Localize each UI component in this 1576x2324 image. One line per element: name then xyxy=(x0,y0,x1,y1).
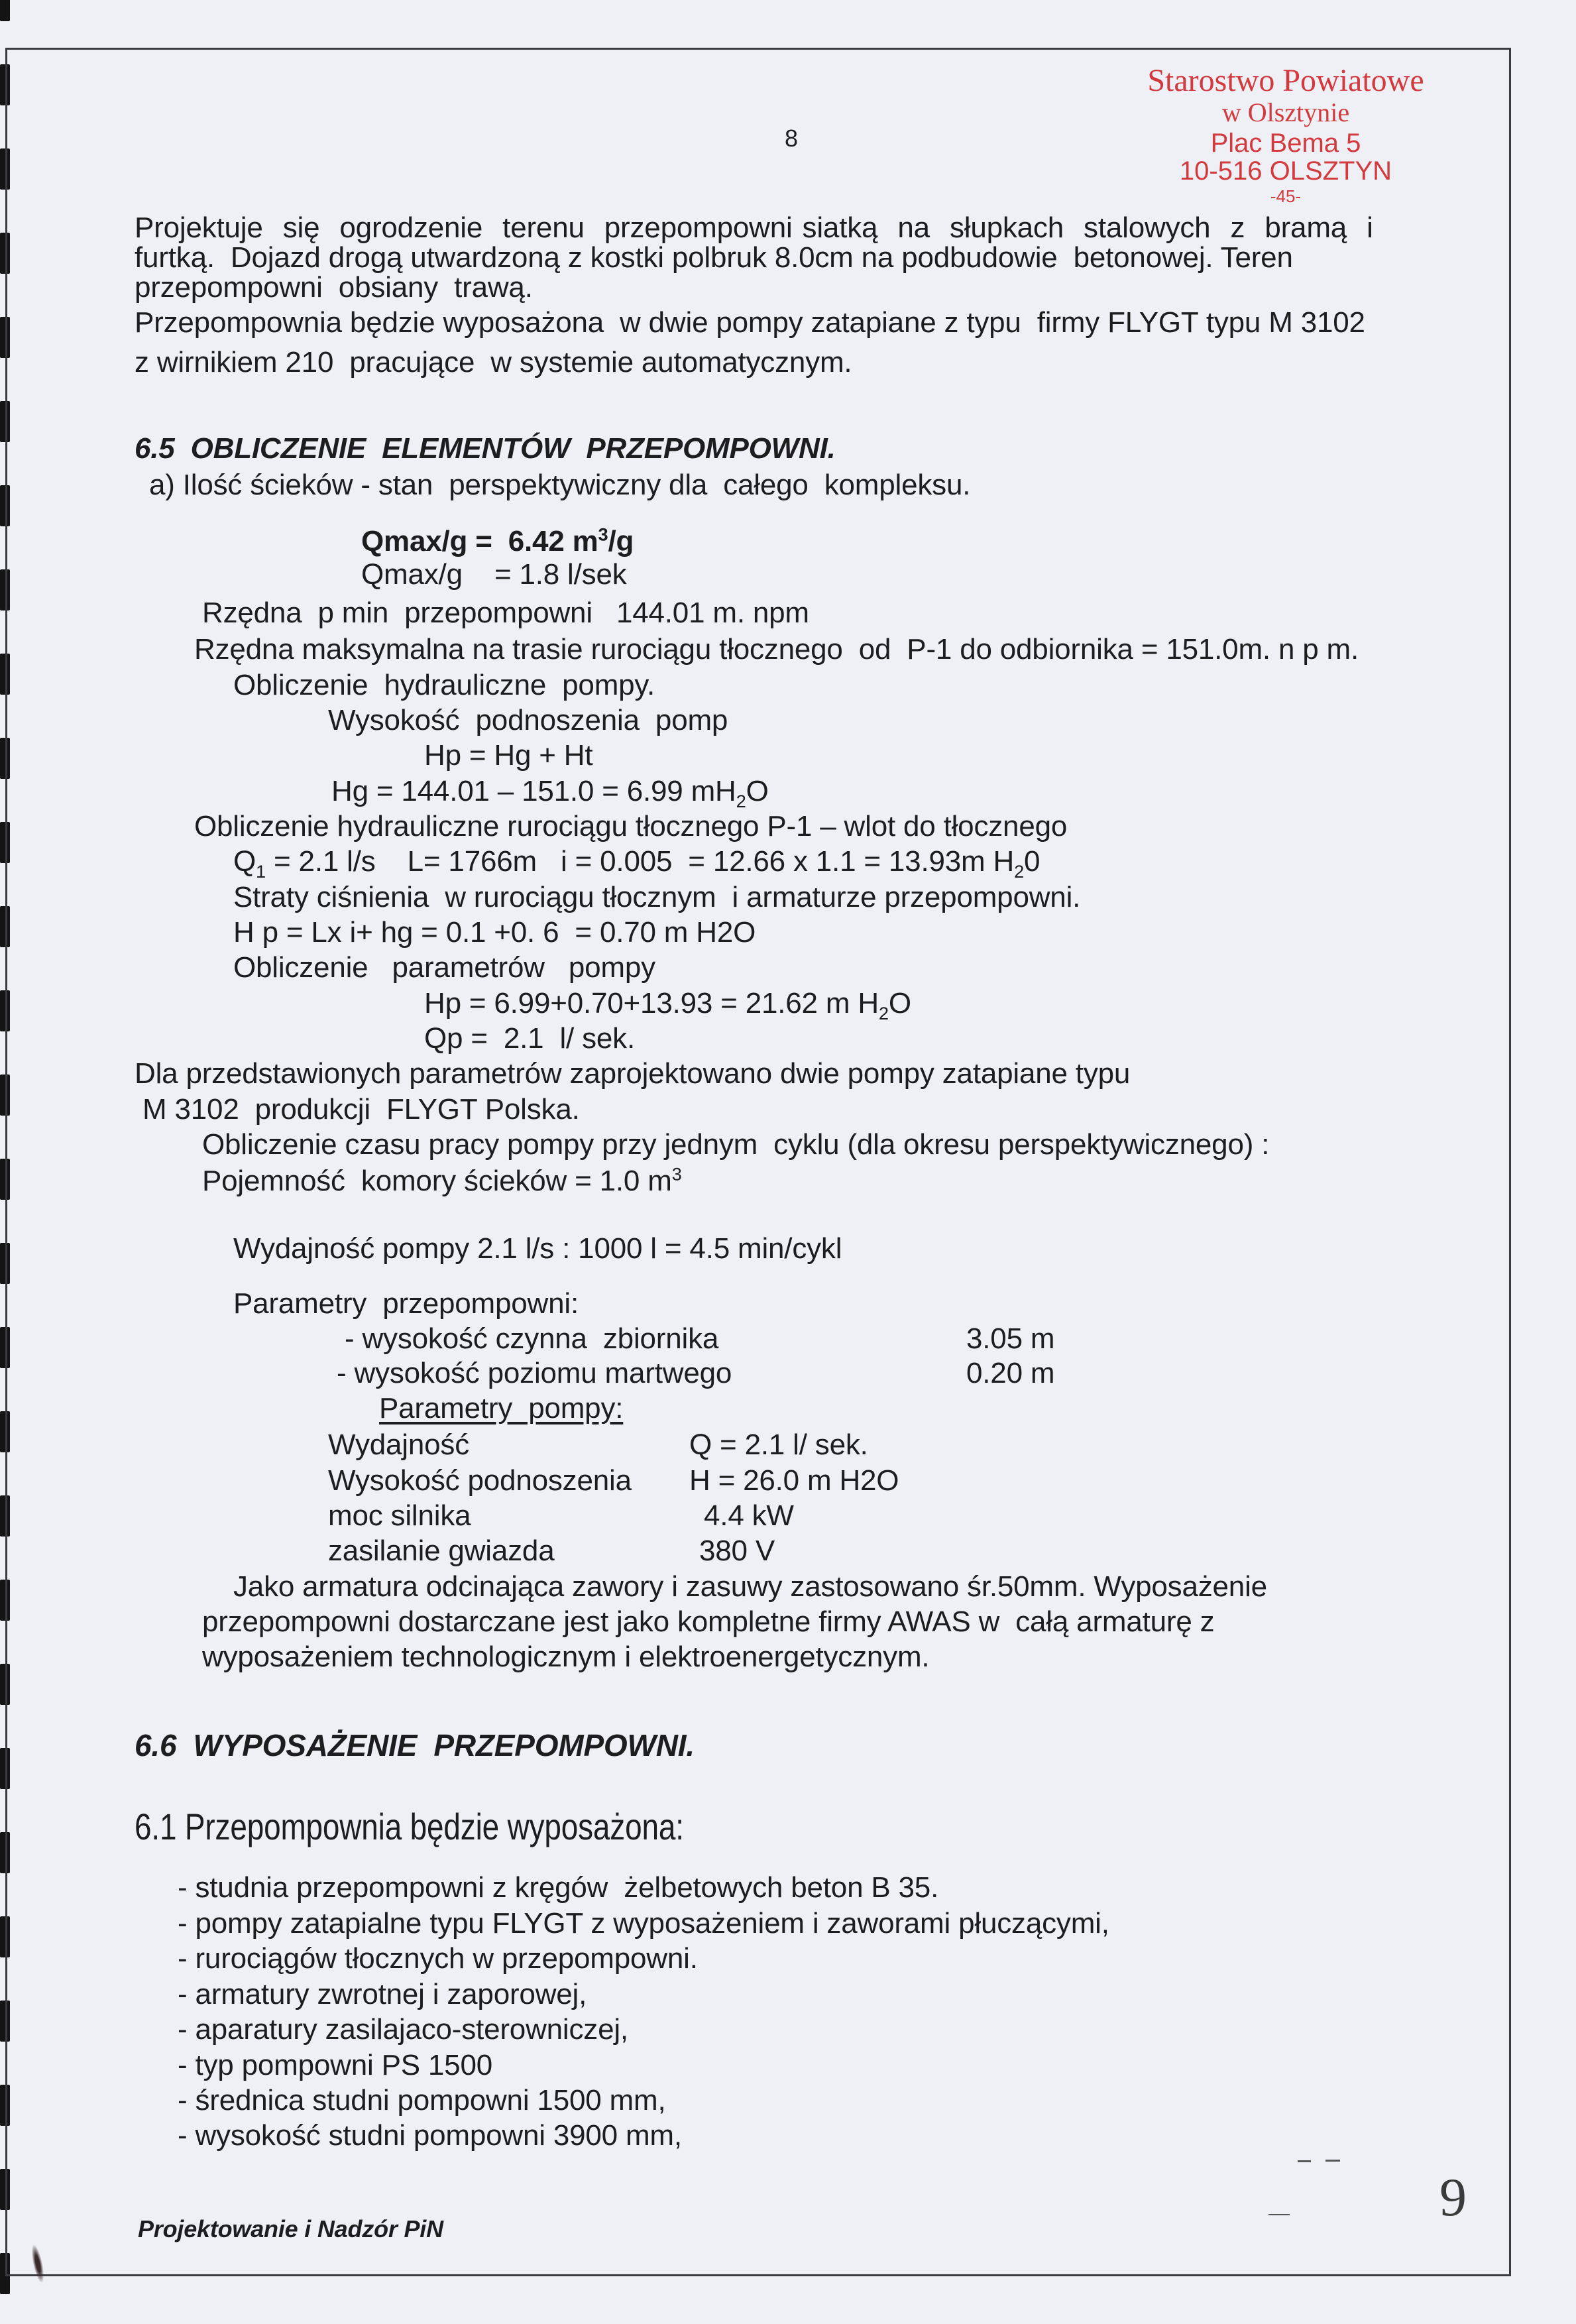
equipment-item: - średnica studni pompowni 1500 mm, xyxy=(178,2084,666,2117)
q1-prefix: Q xyxy=(233,845,256,878)
hp-sum-sub: 2 xyxy=(878,1002,889,1023)
armatura-line-1: Jako armatura odcinająca zawory i zasuwy zastosowano śr.50mm. Wyposażenie xyxy=(233,1570,1267,1603)
scan-mark xyxy=(1325,2160,1340,2162)
stamp-line-2: w Olsztynie xyxy=(1221,97,1350,127)
rzedna-min: Rzędna p min przepompowni 144.01 m. npm xyxy=(202,597,809,629)
wydajnosc-cykl: Wydajność pompy 2.1 l/s : 1000 l = 4.5 min/cykl xyxy=(233,1232,842,1265)
equipment-item: - rurociągów tłocznych w przepompowni. xyxy=(178,1942,698,1975)
qmax-m3-line xyxy=(361,524,634,557)
hp-sum-prefix: Hp = 6.99+0.70+13.93 = 21.62 m H xyxy=(424,987,879,1019)
intro-p1-line1: Projektuje się ogrodzenie terenu przepompowni siatką na słupkach stalowych z bramą i xyxy=(135,211,1373,244)
qmax-sup: 3 xyxy=(598,524,608,545)
qp-formula: Qp = 2.1 l/ sek. xyxy=(424,1022,635,1055)
equipment-item: - pompy zatapialne typu FLYGT z wyposażeniem i zaworami płuczącymi, xyxy=(178,1907,1109,1940)
dla-line-1: Dla przedstawionych parametrów zaprojektowano dwie pompy zatapiane typu xyxy=(135,1057,1131,1090)
pojemnosc-sup: 3 xyxy=(671,1163,682,1185)
param-przep-label: - wysokość czynna zbiornika xyxy=(345,1322,719,1355)
pojemnosc-komory xyxy=(202,1163,682,1197)
obliczenie-rurociagu: Obliczenie hydrauliczne rurociągu tłocznego P-1 – wlot do tłocznego xyxy=(194,810,1068,842)
hp-formula: Hp = Hg + Ht xyxy=(424,739,593,772)
stamp-line-3: Plac Bema 5 xyxy=(1210,129,1361,158)
q1-sub: 1 xyxy=(256,860,266,882)
binding-mark xyxy=(0,0,10,21)
section-6-6-heading: 6.6 WYPOSAŻENIE PRZEPOMPOWNI. xyxy=(135,1728,695,1763)
equipment-item: - wysokość studni pompowni 3900 mm, xyxy=(178,2119,682,2152)
stamp-line-5: -45- xyxy=(1270,186,1302,206)
intro-p2-line1: Przepompownia będzie wyposażona w dwie pompy zatapiane z typu firmy FLYGT typu M 3102 xyxy=(135,306,1365,339)
parametry-pompy-title: Parametry pompy: xyxy=(379,1392,624,1424)
scan-mark xyxy=(1268,2214,1290,2215)
param-pompy-label: zasilanie gwiazda xyxy=(328,1535,555,1567)
q1-mid: = 2.1 l/s L= 1766m i = 0.005 = 12.66 x 1.1 = 13.93m H xyxy=(266,845,1015,878)
section-6-1-subheading: 6.1 Przepompownia będzie wyposażona: xyxy=(135,1806,684,1847)
armatura-line-3: wyposażeniem technologicznym i elektroenergetycznym. xyxy=(202,1641,930,1673)
pojemnosc-prefix: Pojemność komory ścieków = 1.0 m xyxy=(202,1165,672,1197)
rzedna-max: Rzędna maksymalna na trasie rurociągu tłocznego od P-1 do odbiornika = 151.0m. n p m. xyxy=(194,633,1359,666)
equipment-item: - typ pompowni PS 1500 xyxy=(178,2049,492,2081)
hg-suffix: O xyxy=(746,775,769,807)
page-number-top: 8 xyxy=(785,125,799,152)
handwritten-page-number: 9 xyxy=(1439,2167,1467,2227)
qmax-suffix: /g xyxy=(608,525,634,557)
footer-company: Projektowanie i Nadzór PiN xyxy=(138,2215,443,2242)
param-pompy-label: Wydajność xyxy=(328,1428,470,1461)
intro-p1-line3: przepompowni obsiany trawą. xyxy=(135,271,533,304)
hg-prefix: Hg = 144.01 – 151.0 = 6.99 mH xyxy=(331,775,736,807)
param-pompy-value: Q = 2.1 l/ sek. xyxy=(689,1428,868,1461)
section-6-5-heading: 6.5 OBLICZENIE ELEMENTÓW PRZEPOMPOWNI. xyxy=(135,432,836,465)
armatura-line-2: przepompowni dostarczane jest jako kompletne firmy AWAS w całą armaturę z xyxy=(202,1605,1215,1638)
param-pompy-label: Wysokość podnoszenia xyxy=(328,1464,632,1497)
param-przep-value: 3.05 m xyxy=(966,1322,1055,1355)
qmax-prefix: Qmax/g = 6.42 m xyxy=(361,525,598,557)
hg-sub: 2 xyxy=(736,790,746,811)
stamp-line-1: Starostwo Powiatowe xyxy=(1147,63,1424,98)
intro-p2-line2: z wirnikiem 210 pracujące w systemie automatycznym. xyxy=(135,346,852,378)
intro-p1-line2: furtką. Dojazd drogą utwardzoną z kostki polbruk 8.0cm na podbudowie betonowej. Teren xyxy=(135,241,1293,274)
scan-mark xyxy=(1298,2160,1311,2162)
param-przep-value: 0.20 m xyxy=(966,1357,1055,1389)
q1-suffix: 0 xyxy=(1024,845,1041,878)
q1-formula xyxy=(233,845,1041,882)
param-przep-label: - wysokość poziomu martwego xyxy=(337,1357,732,1389)
param-pompy-value: 380 V xyxy=(699,1535,775,1567)
hg-formula xyxy=(331,775,769,811)
straty-cisnienia: Straty ciśnienia w rurociągu tłocznym i armaturze przepompowni. xyxy=(233,881,1081,913)
qmax-lsek-line: Qmax/g = 1.8 l/sek xyxy=(361,558,627,591)
a-line: a) Ilość ścieków - stan perspektywiczny dla całego kompleksu. xyxy=(149,469,971,501)
equipment-item: - aparatury zasilajaco-sterowniczej, xyxy=(178,2013,628,2046)
obliczenie-parametrow: Obliczenie parametrów pompy xyxy=(233,951,655,984)
q1-sub2: 2 xyxy=(1014,860,1025,882)
stamp-line-4: 10-516 OLSZTYN xyxy=(1179,156,1392,186)
dla-line-2: M 3102 produkcji FLYGT Polska. xyxy=(135,1093,580,1126)
param-pompy-value: 4.4 kW xyxy=(696,1499,794,1532)
param-pompy-label: moc silnika xyxy=(328,1499,471,1532)
param-pompy-value: H = 26.0 m H2O xyxy=(689,1464,899,1497)
obliczenie-hydr-pompy: Obliczenie hydrauliczne pompy. xyxy=(233,669,655,701)
equipment-item: - armatury zwrotnej i zaporowej, xyxy=(178,1978,587,2010)
equipment-item: - studnia przepompowni z kręgów żelbetowych beton B 35. xyxy=(178,1871,939,1904)
hp-sum-formula xyxy=(424,987,911,1023)
parametry-przepompowni-title: Parametry przepompowni: xyxy=(233,1287,579,1320)
hp-lx-formula: H p = Lx i+ hg = 0.1 +0. 6 = 0.70 m H2O xyxy=(233,916,756,949)
wysokosc-podnoszenia-pomp: Wysokość podnoszenia pomp xyxy=(328,704,728,736)
hp-sum-suffix: O xyxy=(888,987,911,1019)
obliczenie-czasu: Obliczenie czasu pracy pompy przy jednym cyklu (dla okresu perspektywicznego) : xyxy=(202,1128,1270,1161)
